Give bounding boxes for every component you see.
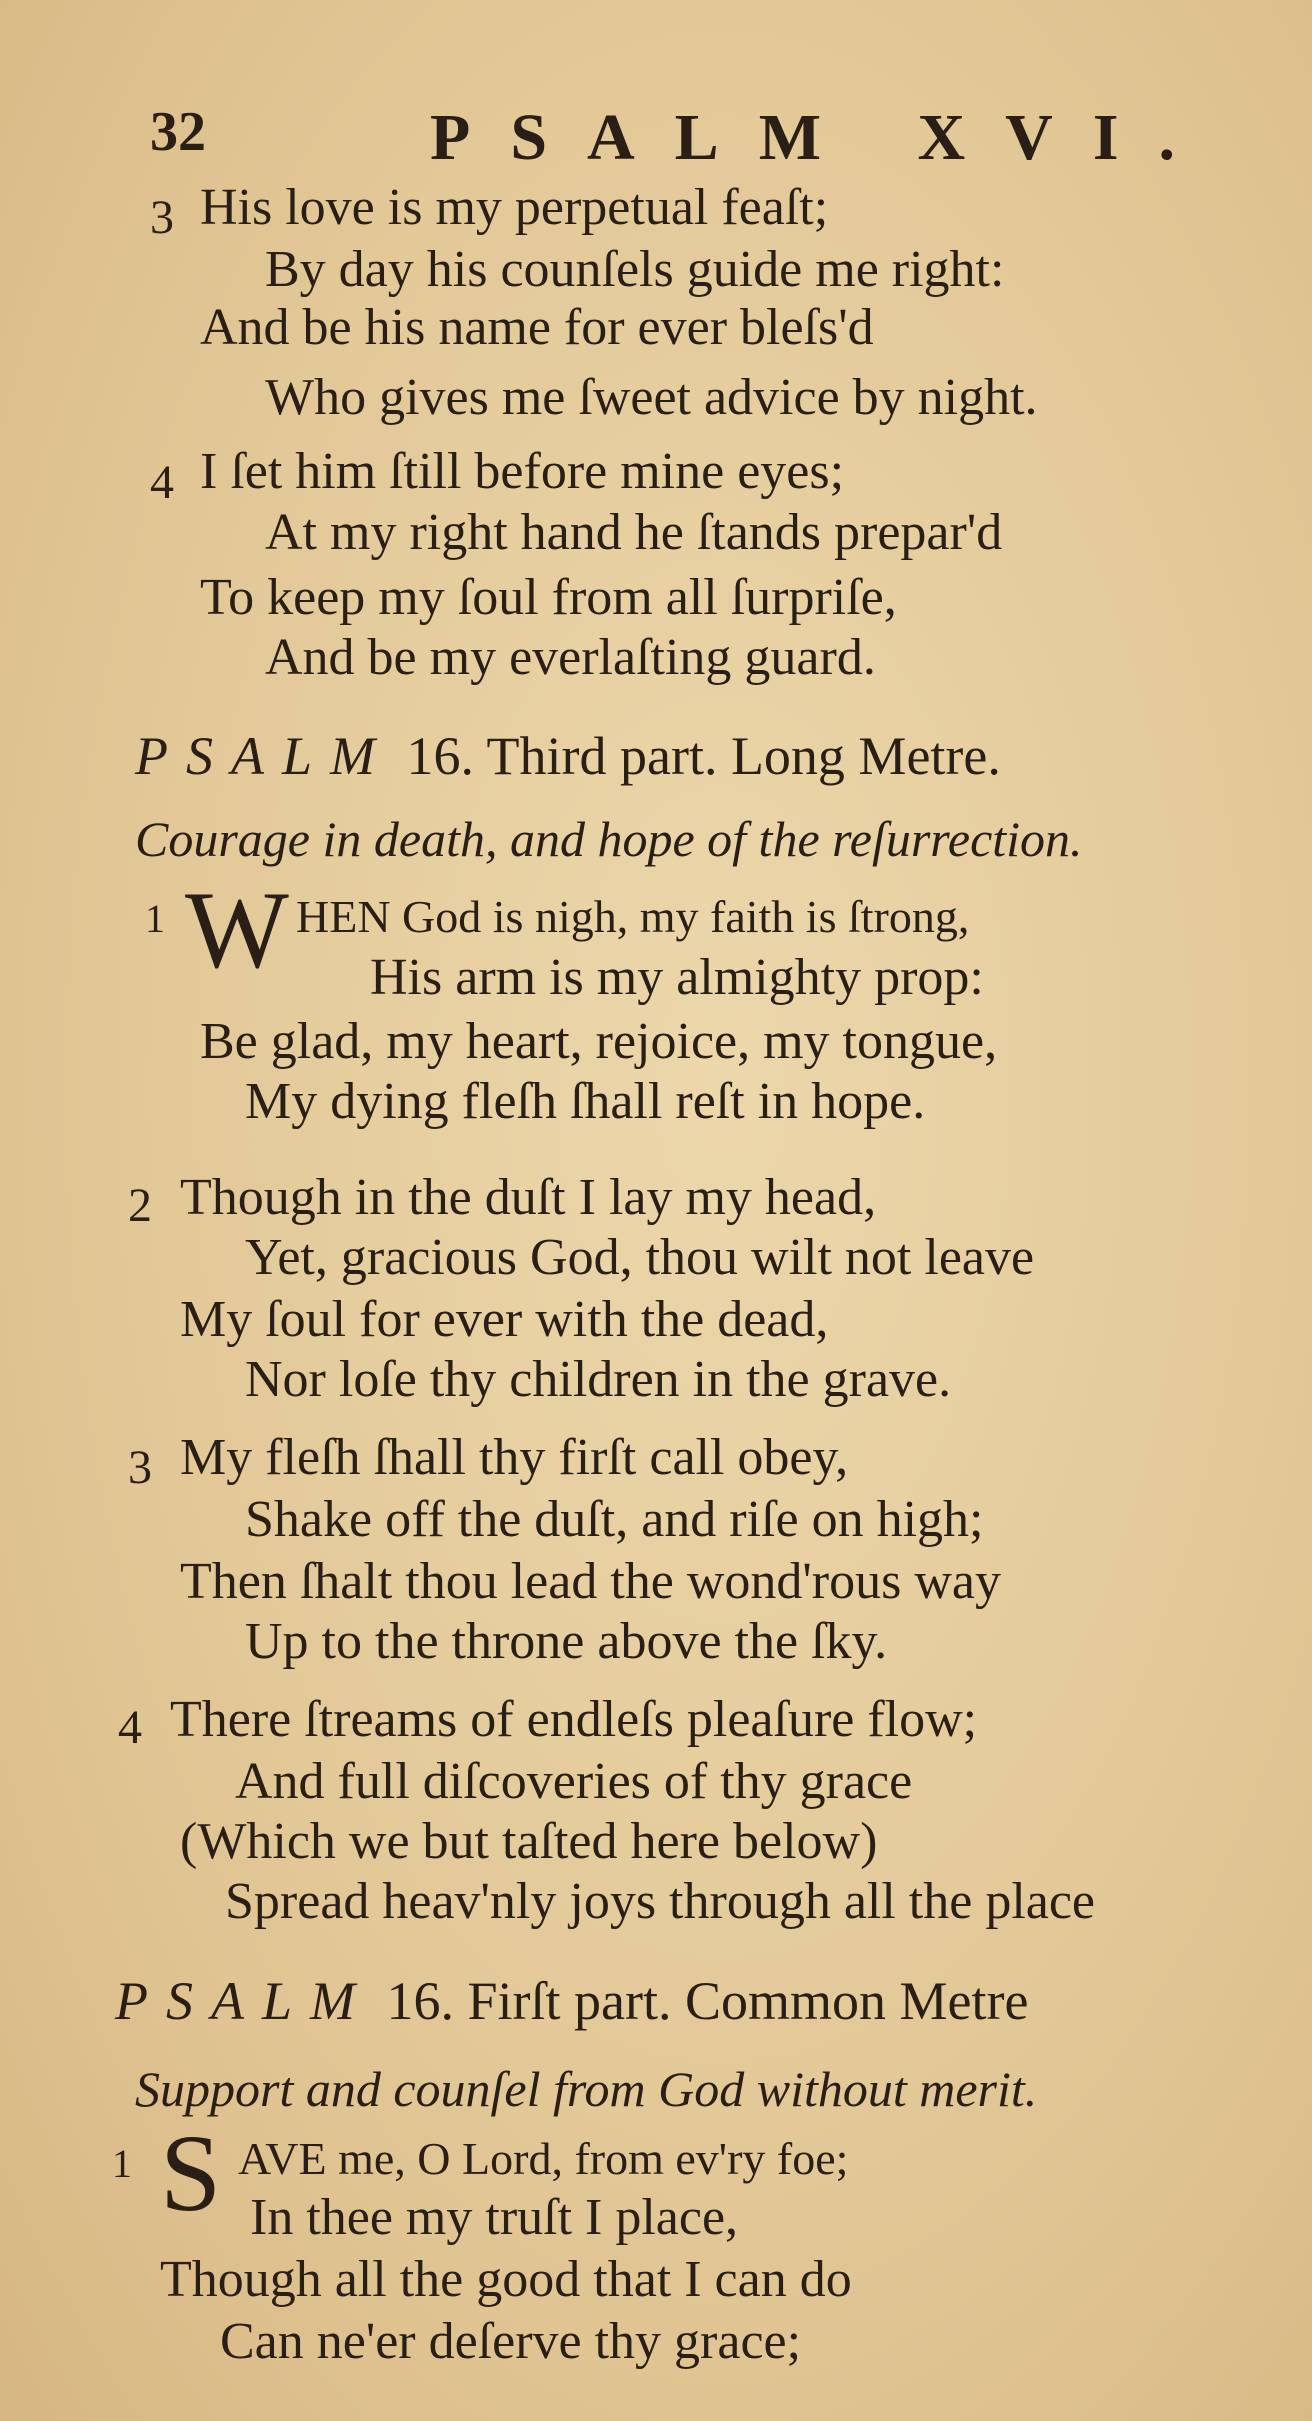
verse-line: There ſtreams of endleſs pleaſure flow; [170, 1691, 978, 1748]
stanza-number: 2 [128, 1179, 152, 1232]
section-heading [135, 725, 1001, 787]
running-head: PSALM XVI. [430, 101, 1216, 174]
verse-line: My dying fleſh ſhall reſt in hope. [245, 1073, 926, 1130]
verse-line: AVE me, O Lord, from ev'ry foe; [238, 2133, 849, 2184]
verse-line: Who gives me ſweet advice by night. [265, 369, 1038, 426]
verse-line: To keep my ſoul from all ſurpriſe, [200, 569, 897, 626]
stanza-number: 4 [118, 1701, 142, 1754]
verse-line: (Which we but taſted here below) [180, 1813, 878, 1870]
verse-line: Can ne'er deſerve thy grace; [220, 2313, 802, 2370]
heading-text: 16. Firſt part. Common Metre [386, 1971, 1029, 2031]
verse-line: Then ſhalt thou lead the wond'rous way [180, 1553, 1001, 1610]
verse-line: In thee my truſt I place, [250, 2189, 739, 2246]
verse-line: Though in the duſt I lay my head, [180, 1169, 877, 1226]
verse-line: Though all the good that I can do [160, 2251, 852, 2308]
verse-line: I ſet him ſtill before mine eyes; [200, 443, 845, 500]
verse-line: Be glad, my heart, rejoice, my tongue, [200, 1013, 998, 1070]
verse-line: His love is my perpetual feaſt; [200, 179, 829, 236]
verse-line: And be his name for ever bleſs'd [200, 299, 874, 356]
verse-line: Shake off the duſt, and riſe on high; [245, 1491, 984, 1548]
verse-line: My ſoul for ever with the dead, [180, 1291, 829, 1348]
verse-line: And full diſcoveries of thy grace [235, 1753, 913, 1810]
drop-cap: W [185, 869, 289, 991]
stanza-number: 1 [145, 896, 165, 941]
section-heading [115, 1970, 1028, 2032]
stanza-number: 4 [150, 456, 174, 509]
heading-text: 16. Third part. Long Metre. [406, 726, 1001, 786]
stanza-number: 3 [128, 1441, 152, 1494]
verse-line: His arm is my almighty prop: [370, 949, 984, 1006]
verse-line: My fleſh ſhall thy firſt call obey, [180, 1429, 849, 1486]
verse-line: Spread heav'nly joys through all the place [225, 1873, 1096, 1930]
section-subtitle: Support and counſel from God without merit. [135, 2061, 1038, 2117]
verse-line: By day his counſels guide me right: [265, 241, 1005, 298]
psalm-label: PSALM [115, 1971, 373, 2031]
verse-line: Nor loſe thy children in the grave. [245, 1351, 952, 1408]
page-number: 32 [150, 101, 206, 163]
verse-line: And be my everlaſting guard. [265, 629, 876, 686]
stanza-number: 1 [112, 2141, 132, 2186]
verse-line: Up to the throne above the ſky. [245, 1613, 888, 1670]
psalm-label: PSALM [135, 726, 393, 786]
verse-line: At my right hand he ſtands prepar'd [265, 504, 1003, 561]
section-subtitle: Courage in death, and hope of the reſurrection. [135, 811, 1083, 867]
verse-line: HEN God is nigh, my faith is ſtrong, [296, 891, 970, 942]
drop-cap: S [160, 2112, 222, 2234]
stanza-number: 3 [150, 191, 174, 244]
verse-line: Yet, gracious God, thou wilt not leave [245, 1229, 1035, 1286]
